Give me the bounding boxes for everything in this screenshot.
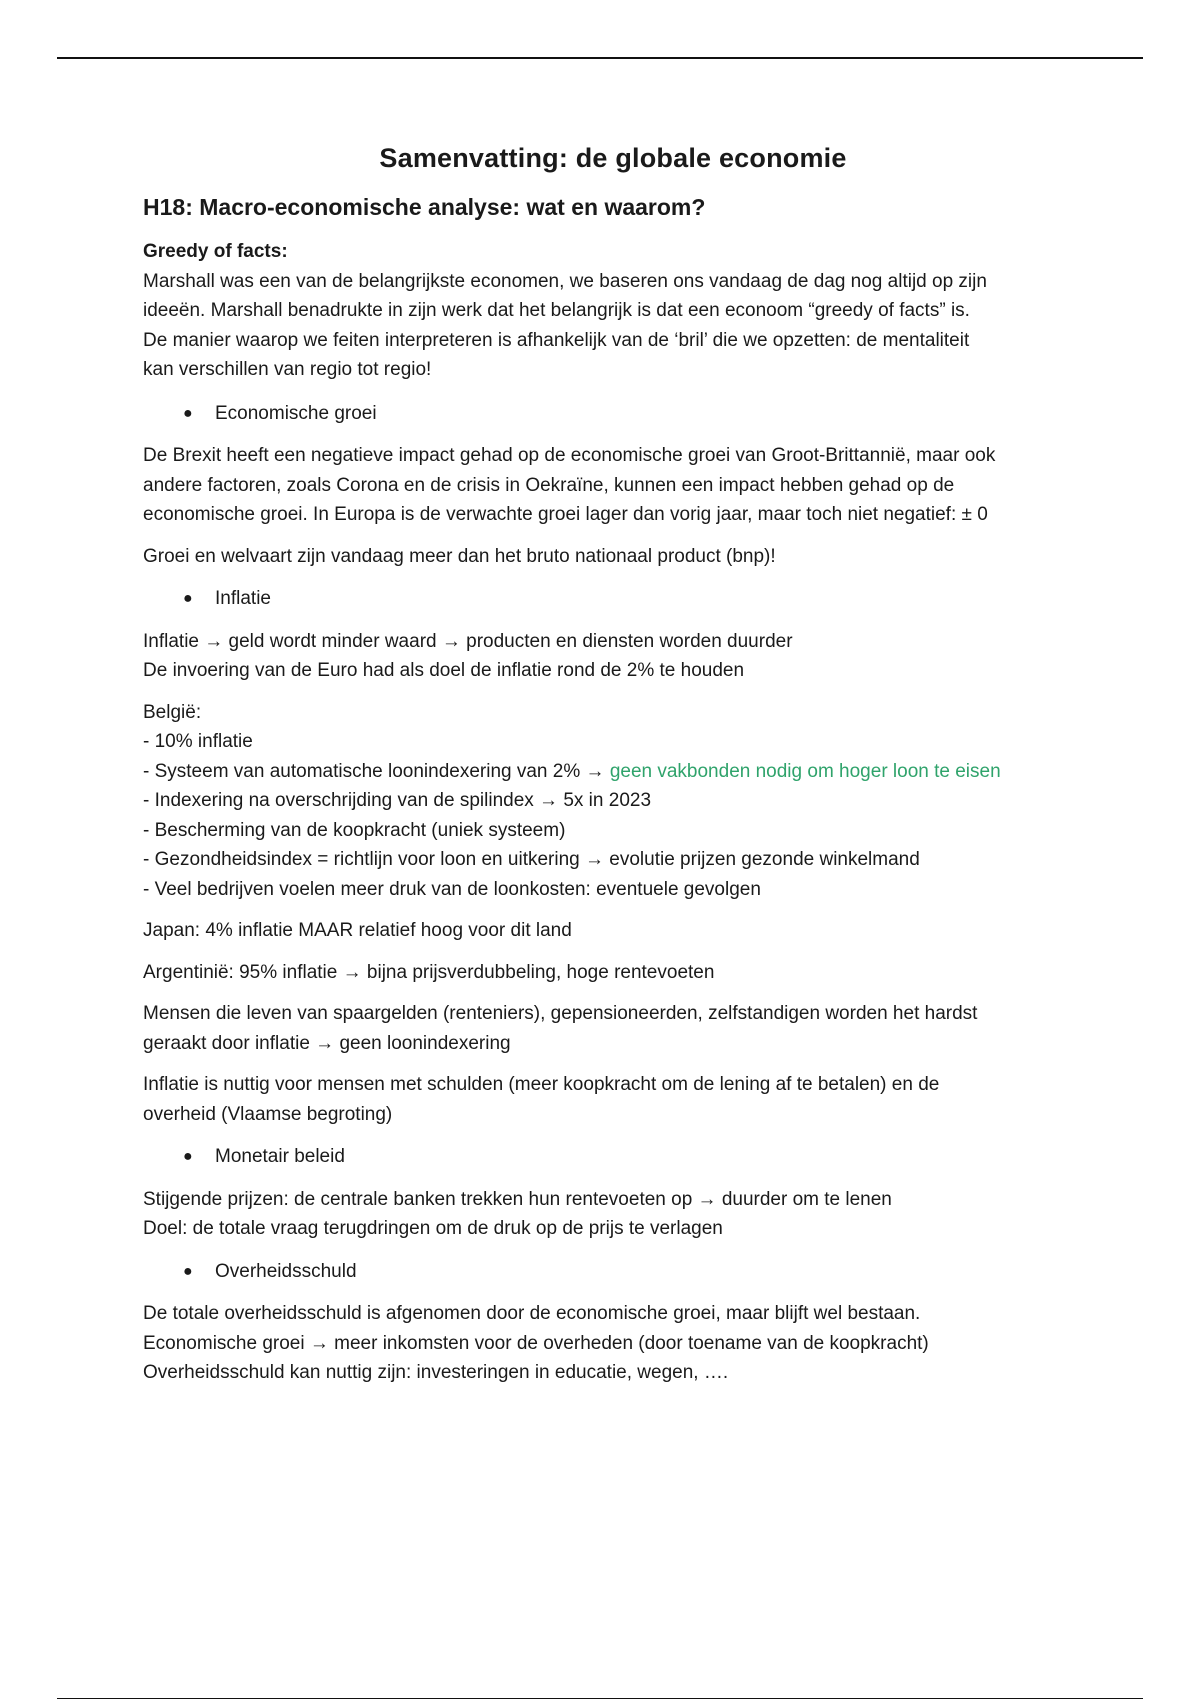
belgie-list xyxy=(143,698,1083,905)
paragraph-line: Inflatie is nuttig voor mensen met schulden (meer koopkracht om de lening af te betalen) en de xyxy=(143,1074,940,1095)
paragraph-line: overheid (Vlaamse begroting) xyxy=(143,1103,393,1125)
paragraph-line: geraakt door inflatie → geen loonindexering xyxy=(143,1032,511,1054)
bullet-label: Overheidsschuld xyxy=(215,1260,357,1282)
bullet-dot-icon: ● xyxy=(183,1148,193,1165)
paragraph-line: Stijgende prijzen: de centrale banken trekken hun rentevoeten op → duurder om te lenen xyxy=(143,1188,892,1210)
paragraph-line: economische groei. In Europa is de verwachte groei lager dan vorig jaar, maar toch niet negatief: ± 0 xyxy=(143,504,988,525)
bullet-overheidsschuld xyxy=(143,1257,1083,1287)
bullet-inflatie xyxy=(143,584,1083,614)
document-title: Samenvatting: de globale economie xyxy=(379,143,847,173)
paragraph-line: ideeën. Marshall benadrukte in zijn werk dat het belangrijk is dat een econoom “greedy of facts” is. xyxy=(143,300,970,321)
welvaart-paragraph: Groei en welvaart zijn vandaag meer dan het bruto nationaal product (bnp)! xyxy=(143,545,776,567)
document-body xyxy=(143,140,1083,1400)
list-item: - Gezondheidsindex = richtlijn voor loon en uitkering → evolutie prijzen gezonde winkelmand xyxy=(143,849,920,870)
bullet-monetair-beleid xyxy=(143,1142,1083,1172)
paragraph-line: De totale overheidsschuld is afgenomen door de economische groei, maar blijft wel bestaan. xyxy=(143,1303,921,1324)
paragraph-line: De invoering van de Euro had als doel de inflatie rond de 2% te houden xyxy=(143,660,745,681)
paragraph-line: Marshall was een van de belangrijkste economen, we baseren ons vandaag de dag nog altijd op zijn xyxy=(143,270,987,292)
highlight-text: geen vakbonden nodig om hoger loon te eisen xyxy=(609,760,1001,782)
chapter-heading: H18: Macro-economische analyse: wat en waarom? xyxy=(143,194,706,220)
list-item: - Bescherming van de koopkracht (uniek systeem) xyxy=(143,819,566,841)
top-rule xyxy=(57,57,1143,59)
list-item-text: - Systeem van automatische loonindexering van 2% → xyxy=(143,760,610,782)
paragraph-line: De Brexit heeft een negatieve impact gehad op de economische groei van Groot-Brittannië, maar ook xyxy=(143,445,996,466)
list-item: - Veel bedrijven voelen meer druk van de loonkosten: eventuele gevolgen xyxy=(143,878,761,900)
monetair-paragraph xyxy=(143,1185,1083,1244)
paragraph-line: kan verschillen van regio tot regio! xyxy=(143,359,432,380)
bullet-label: Inflatie xyxy=(215,588,271,609)
list-item: - Indexering na overschrijding van de spilindex → 5x in 2023 xyxy=(143,790,652,811)
bullet-label: Economische groei xyxy=(215,402,377,424)
nuttig-paragraph xyxy=(143,1070,1083,1129)
paragraph-line: Economische groei → meer inkomsten voor de overheden (door toename van de koopkracht) xyxy=(143,1332,929,1354)
argentinie-paragraph: Argentinië: 95% inflatie → bijna prijsverdubbeling, hoge rentevoeten xyxy=(143,961,715,983)
belgie-heading: België: xyxy=(143,701,202,723)
bullet-economische-groei xyxy=(143,399,1083,429)
list-item: - 10% inflatie xyxy=(143,731,253,752)
paragraph-line: andere factoren, zoals Corona en de crisis in Oekraïne, kunnen een impact hebben gehad op de xyxy=(143,474,955,496)
paragraph-line: De manier waarop we feiten interpreteren is afhankelijk van de ‘bril’ die we opzetten: de mentaliteit xyxy=(143,329,970,351)
inflatie-paragraph xyxy=(143,627,1083,686)
paragraph-line: Inflatie → geld wordt minder waard → producten en diensten worden duurder xyxy=(143,630,793,652)
bullet-dot-icon: ● xyxy=(183,1262,193,1280)
bullet-dot-icon: ● xyxy=(183,590,193,607)
bottom-rule xyxy=(57,1698,1143,1699)
mensen-paragraph xyxy=(143,999,1083,1058)
list-item xyxy=(143,757,1083,787)
brexit-paragraph xyxy=(143,441,1083,530)
bullet-label: Monetair beleid xyxy=(215,1146,345,1167)
japan-paragraph: Japan: 4% inflatie MAAR relatief hoog voor dit land xyxy=(143,920,572,941)
greedy-heading: Greedy of facts: xyxy=(143,241,288,262)
paragraph-line: Overheidsschuld kan nuttig zijn: investeringen in educatie, wegen, …. xyxy=(143,1362,729,1383)
paragraph-line: Mensen die leven van spaargelden (renteniers), gepensioneerden, zelfstandigen worden het hardst xyxy=(143,1003,978,1024)
bullet-dot-icon: ● xyxy=(183,404,193,422)
paragraph-line: Doel: de totale vraag terugdringen om de druk op de prijs te verlagen xyxy=(143,1218,723,1239)
schuld-paragraph xyxy=(143,1299,1083,1388)
greedy-paragraph xyxy=(143,267,1083,385)
